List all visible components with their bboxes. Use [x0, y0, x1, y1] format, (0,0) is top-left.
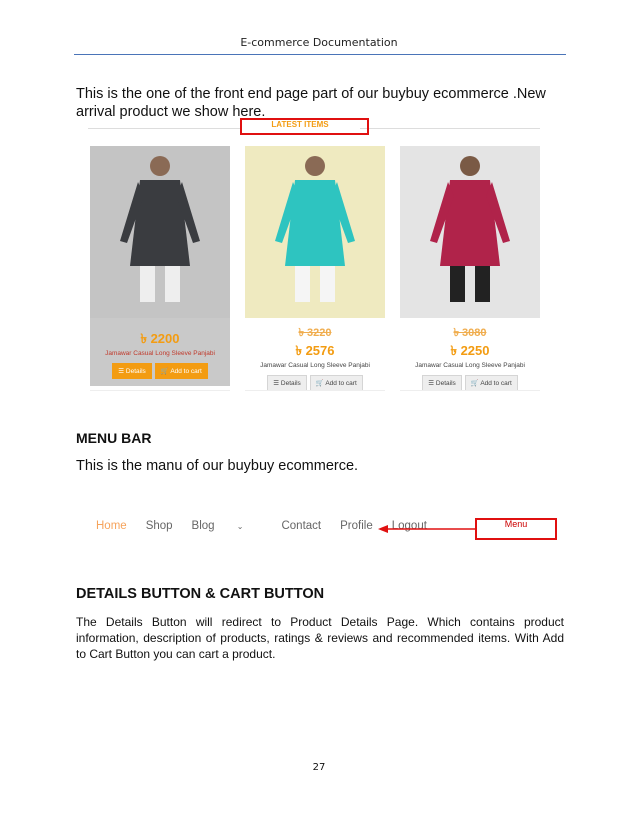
price: ৳ 2576 — [295, 343, 335, 358]
intro-paragraph: This is the one of the front end page part of our buybuy ecommerce .New arrival product we show here. — [76, 86, 546, 120]
menu-item-blog[interactable]: Blog ⌄ — [191, 520, 244, 532]
next-row-card — [400, 390, 540, 419]
product-name[interactable]: Jamawar Casual Long Sleeve Panjabi — [260, 362, 370, 369]
old-price: ৳ 3080 — [453, 327, 487, 339]
details-button[interactable]: ☰ Details — [267, 375, 307, 391]
buttons-heading: DETAILS BUTTON & CART BUTTON — [76, 586, 325, 602]
latest-items-title: LATEST ITEMS — [240, 120, 360, 129]
price: ৳ 2250 — [450, 343, 490, 358]
product-image — [400, 146, 540, 318]
product-image — [245, 146, 385, 318]
product-card[interactable] — [400, 146, 540, 386]
add-to-cart-button[interactable]: 🛒 Add to cart — [155, 363, 208, 379]
next-row-card — [90, 390, 230, 419]
product-card[interactable] — [245, 146, 385, 386]
price-box — [90, 318, 230, 386]
old-price: ৳ 3220 — [298, 327, 332, 339]
price-box — [400, 318, 540, 386]
add-to-cart-button[interactable]: 🛒 Add to cart — [310, 375, 363, 391]
add-to-cart-button[interactable]: 🛒 Add to cart — [465, 375, 518, 391]
menu-bar-heading: MENU BAR — [76, 430, 152, 446]
menu-callout: Menu — [475, 518, 557, 540]
menu-item-shop[interactable]: Shop — [145, 520, 173, 532]
latest-items-screenshot — [88, 118, 544, 420]
product-image — [90, 146, 230, 318]
price: ৳ 2200 — [140, 331, 180, 346]
chevron-down-icon: ⌄ — [236, 522, 244, 531]
menu-item-profile[interactable]: Profile — [340, 520, 373, 532]
menu-item-logout[interactable]: Logout — [391, 520, 427, 532]
menu-item-home[interactable]: Home — [96, 520, 127, 532]
menu-item-contact[interactable]: Contact — [281, 520, 322, 532]
header-rule — [74, 54, 566, 55]
page-header: E-commerce Documentation — [240, 36, 398, 49]
menu-bar-description: This is the manu of our buybuy ecommerce. — [76, 458, 359, 474]
product-name[interactable]: Jamawar Casual Long Sleeve Panjabi — [105, 350, 215, 357]
product-name[interactable]: Jamawar Casual Long Sleeve Panjabi — [415, 362, 525, 369]
next-row-card — [245, 390, 385, 419]
price-box — [245, 318, 385, 386]
details-button[interactable]: ☰ Details — [422, 375, 462, 391]
details-button[interactable]: ☰ Details — [112, 363, 152, 379]
latest-items-highlight — [240, 118, 369, 135]
arrow-icon — [378, 524, 476, 534]
buttons-description: The Details Button will redirect to Product Details Page. Which contains product information, description of products, ratings & reviews and recommended items. With Add to Cart Button you can cart a product. — [76, 615, 564, 661]
page-number: 27 — [312, 762, 326, 773]
product-card[interactable] — [90, 146, 230, 386]
